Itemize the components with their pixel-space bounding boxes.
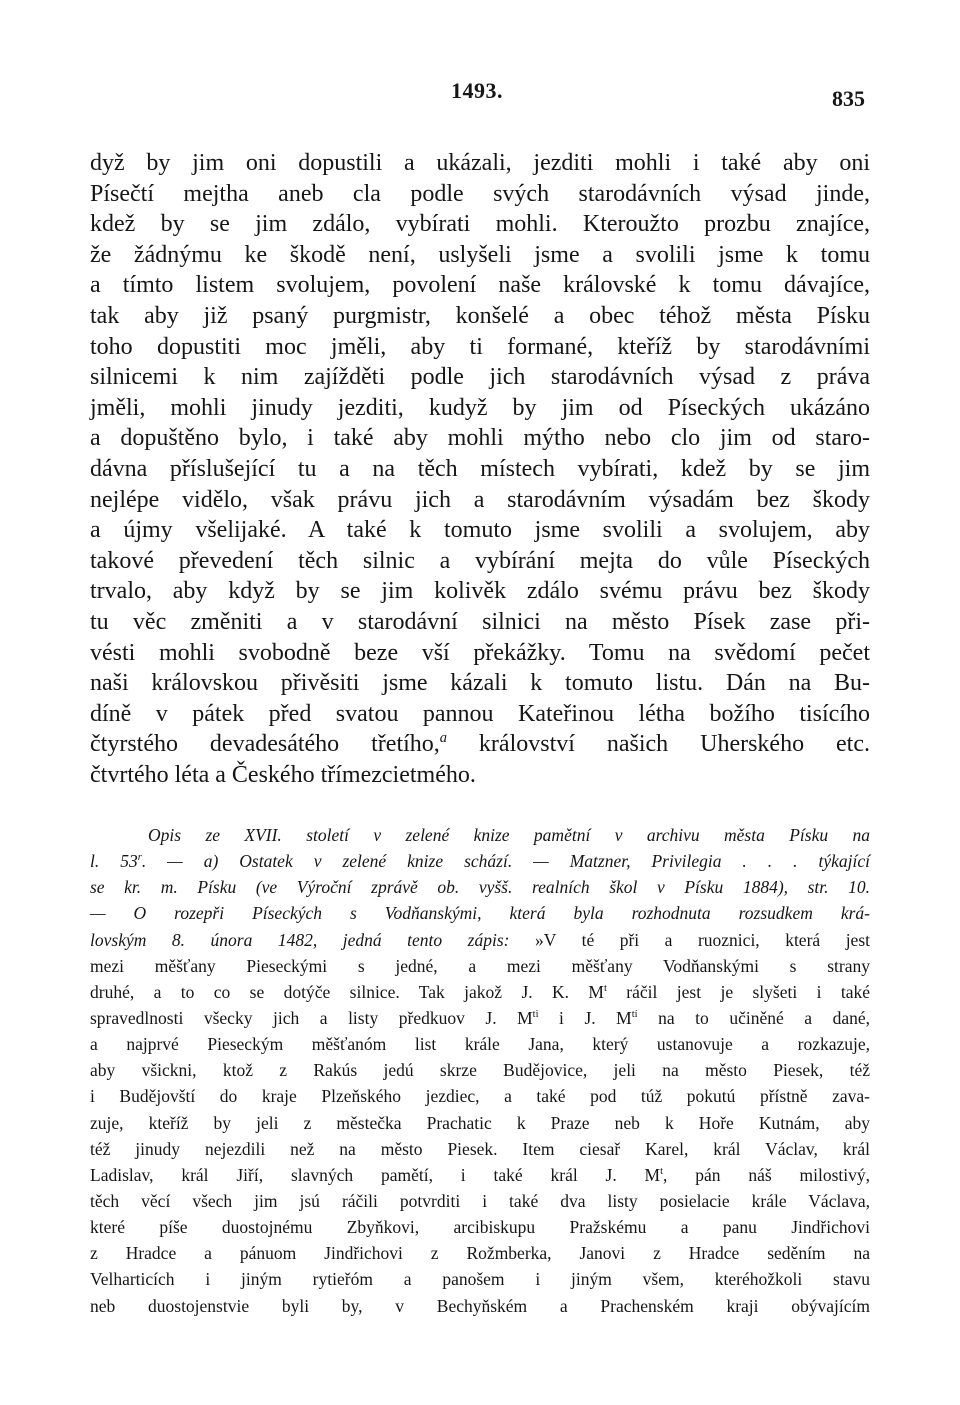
text-segment: . — a) Ostatek v zelené knize schází. — Matzner, Privilegia . . . týkající <box>141 851 870 872</box>
main-text <box>90 148 870 790</box>
superscript: r <box>137 852 142 864</box>
text-line: toho dopustiti moc jměli, aby ti formané, kteříž by starodávními <box>90 333 870 360</box>
text-segment: spravedlnosti všecky jich a listy předkuov J. M <box>90 1007 533 1028</box>
text-line: tu věc změniti a v starodávní silnici na město Písek zase při- <box>90 608 870 635</box>
text-line: silnicemi k nim zajížděti podle jich starodávních výsad z práva <box>90 364 870 391</box>
text-line: vésti mohli svobodně beze vší překážky. Tomu na svědomí pečet <box>90 639 870 666</box>
text-line: čtvrtého léta a Českého třímezcietmého. <box>90 761 476 788</box>
text-line: takové převedení těch silnic a vybírání mejta do vůle Píseckých <box>90 547 870 574</box>
note-line: aby všickni, ktož z Rakús jedú skrze Budějovice, jeli na město Piesek, též <box>90 1060 870 1081</box>
text-segment: Ladislav, král Jiří, slavných pamětí, i také král J. M <box>90 1164 661 1185</box>
note-line: Opis ze XVII. století v zelené knize pamětní v archivu města Písku na <box>148 825 870 845</box>
text-line: dávna příslušející tu a na těch místech vybírati, kdež by se jim <box>90 455 870 482</box>
text-line: tak aby již psaný purgmistr, konšelé a obec téhož města Písku <box>90 302 870 329</box>
note-line <box>90 848 870 874</box>
note-line: též jinudy nejezdili než na město Piesek. Item ciesař Karel, král Václav, král <box>90 1138 870 1159</box>
text-segment: království našich Uherského etc. <box>446 731 870 758</box>
text-line: naši královskou přivěsiti jsme kázali k tomuto listu. Dán na Bu- <box>90 670 870 697</box>
note-line: se kr. m. Písku (ve Výroční zprávě ob. vyšš. realních škol v Písku 1884), str. 10. <box>90 877 870 898</box>
note-line: — O rozepři Píseckých s Vodňanskými, která byla rozhodnuta rozsudkem krá- <box>90 903 870 924</box>
superscript: tí <box>631 1009 638 1021</box>
text-segment: i J. M <box>538 1007 632 1028</box>
text-segment: l. 53 <box>90 851 138 872</box>
superscript: t <box>660 1166 664 1177</box>
text-segment: druhé, a to co se dotýče silnice. Tak jakož J. K. M <box>90 981 604 1002</box>
note-line: zuje, kteříž by jeli z městečka Prachatic k Praze neb k Hoře Kutnám, aby <box>90 1112 870 1133</box>
text-line: jměli, mohli jinudy jezditi, kudyž by jim od Píseckých ukázáno <box>90 394 870 421</box>
text-line: trvalo, aby když by se jim kolivěk zdálo svému právu bez škody <box>90 578 870 605</box>
note-line: těch věcí všech jim jsú ráčili potvrditi i také dva listy posielacie krále Václava, <box>90 1190 870 1211</box>
note-line: Velharticích i jiným rytieřóm a panošem i jiným všem, kteréhožkoli stavu <box>90 1269 870 1290</box>
note-line: mezi měšťany Pieseckými s jedné, a mezi měšťany Vodňanskými s strany <box>90 955 870 976</box>
note-line: které píše duostojnému Zbyňkovi, arcibiskupu Pražskému a panu Jindřichovi <box>90 1217 870 1238</box>
text-segment: , pán náš milostivý, <box>663 1164 870 1185</box>
text-line: díně v pátek před svatou pannou Kateřinou létha božího tisícího <box>90 700 870 727</box>
text-line: Písečtí mejtha aneb cla podle svých starodávních výsad jinde, <box>90 180 870 207</box>
note-line: z Hradce a pánuom Jindřichovi z Rožmberka, Janovi z Hradce seděním na <box>90 1243 870 1264</box>
header-year: 1493. <box>451 78 503 103</box>
text-line: dyž by jim oni dopustili a ukázali, jezditi mohli i také aby oni <box>90 150 870 176</box>
note-line: i Budějovští do kraje Plzeňského jezdiec, a také pod túž pokutú přístně zava- <box>90 1086 870 1107</box>
text-segment: ráčil jest je slyšeti i také <box>606 981 870 1002</box>
text-line: a dopuštěno bylo, i také aby mohli mýtho nebo clo jim od staro- <box>90 425 870 452</box>
superscript: ti <box>532 1009 539 1021</box>
page-number: 835 <box>832 86 865 111</box>
note-line <box>90 927 870 953</box>
text-line: že žádnýmu ke škodě není, uslyšeli jsme a svolili jsme k tomu <box>90 241 870 268</box>
note-line: a najprvé Pieseckým měšťanóm list krále Jana, který ustanovuje a rozkazuje, <box>90 1034 870 1055</box>
text-line: kdež by se jim zdálo, vybírati mohli. Kteroužto prozbu znajíce, <box>90 211 870 238</box>
text-line: a újmy všelijaké. A také k tomuto jsme svolili a svolujem, aby <box>90 517 870 544</box>
text-segment: na to učiněné a dané, <box>637 1007 870 1028</box>
note-line <box>90 979 870 1005</box>
note-line: neb duostojenstvie byli by, v Bechyňském a Prachenském kraji obývajícím <box>90 1295 870 1316</box>
superscript: t <box>603 983 607 995</box>
quote-start: »V té při a ruoznici, která jest <box>509 929 870 950</box>
text-line: a tímto listem svolujem, povolení naše královské k tomu dávajíce, <box>90 272 870 299</box>
text-line <box>90 729 870 760</box>
editorial-note <box>90 822 870 1319</box>
text-segment: lovským 8. února 1482, jedná tento zápis: <box>90 929 510 950</box>
text-line: nejlépe vidělo, však právu jich a starodávním výsadám bez škody <box>90 486 870 513</box>
note-line <box>90 1162 870 1188</box>
text-segment: čtyrstého devadesátého třetího, <box>90 731 440 758</box>
note-line <box>90 1005 870 1031</box>
footnote-marker: a <box>439 730 447 747</box>
